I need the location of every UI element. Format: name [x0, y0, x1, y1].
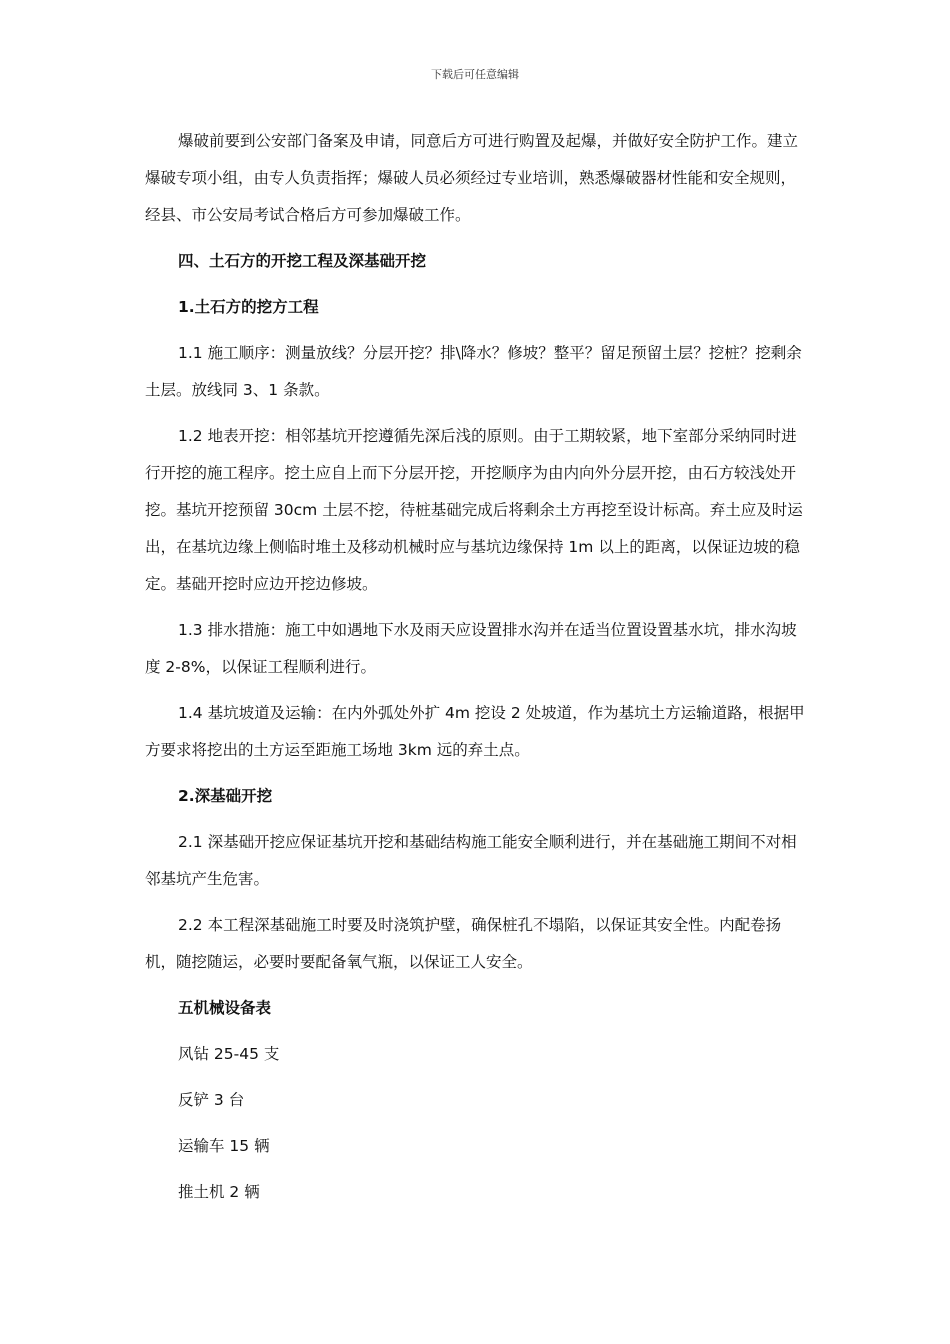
document-body: [145, 123, 805, 1211]
heading-section-5: 五机械设备表: [178, 999, 272, 1017]
heading-section-4: 四、土石方的开挖工程及深基础开挖: [178, 252, 427, 270]
heading-subsection-2: 2.深基础开挖: [178, 787, 273, 805]
equipment-item: 反铲 3 台: [178, 1091, 245, 1109]
paragraph-1-2: 1.2 地表开挖：相邻基坑开挖遵循先深后浅的原则。由于工期较紧，地下室部分采纳同时进行开挖的施工程序。挖土应自上而下分层开挖，开挖顺序为由内向外分层开挖，由石方较浅处开挖。基坑开挖预留 30cm 土层不挖，待桩基础完成后将剩余土方再挖至设计标高。弃土应及时运出，在基坑边缘上侧临时堆土及移动机械时应与基坑边缘保持 1m 以上的距离，以保证边坡的稳定。基础开挖时应边开挖边修坡。: [145, 427, 803, 593]
paragraph-2-2: 2.2 本工程深基础施工时要及时浇筑护壁，确保桩孔不塌陷，以保证其安全性。内配卷扬机，随挖随运，必要时要配备氧气瓶，以保证工人安全。: [145, 916, 782, 971]
page-header: 下载后可任意编辑: [431, 68, 519, 81]
paragraph-1-1: 1.1 施工顺序：测量放线？分层开挖？排\降水？修坡？整平？留足预留土层？挖桩？挖剩余土层。放线同 3、1 条款。: [145, 344, 802, 399]
heading-subsection-1: 1.土石方的挖方工程: [178, 298, 319, 316]
equipment-item: 运输车 15 辆: [178, 1137, 270, 1155]
equipment-item: 风钻 25-45 支: [178, 1045, 280, 1063]
paragraph-1-4: 1.4 基坑坡道及运输：在内外弧处外扩 4m 挖设 2 处坡道，作为基坑土方运输道路，根据甲方要求将挖出的土方运至距施工场地 3km 远的弃土点。: [145, 704, 805, 759]
paragraph-blasting: 爆破前要到公安部门备案及申请，同意后方可进行购置及起爆，并做好安全防护工作。建立爆破专项小组，由专人负责指挥；爆破人员必须经过专业培训，熟悉爆破器材性能和安全规则，经县、市公安局考试合格后方可参加爆破工作。: [145, 132, 799, 224]
paragraph-1-3: 1.3 排水措施：施工中如遇地下水及雨天应设置排水沟并在适当位置设置基水坑，排水沟坡度 2-8%，以保证工程顺利进行。: [145, 621, 797, 676]
paragraph-2-1: 2.1 深基础开挖应保证基坑开挖和基础结构施工能安全顺利进行，并在基础施工期间不对相邻基坑产生危害。: [145, 833, 797, 888]
equipment-item: 推土机 2 辆: [178, 1183, 260, 1201]
